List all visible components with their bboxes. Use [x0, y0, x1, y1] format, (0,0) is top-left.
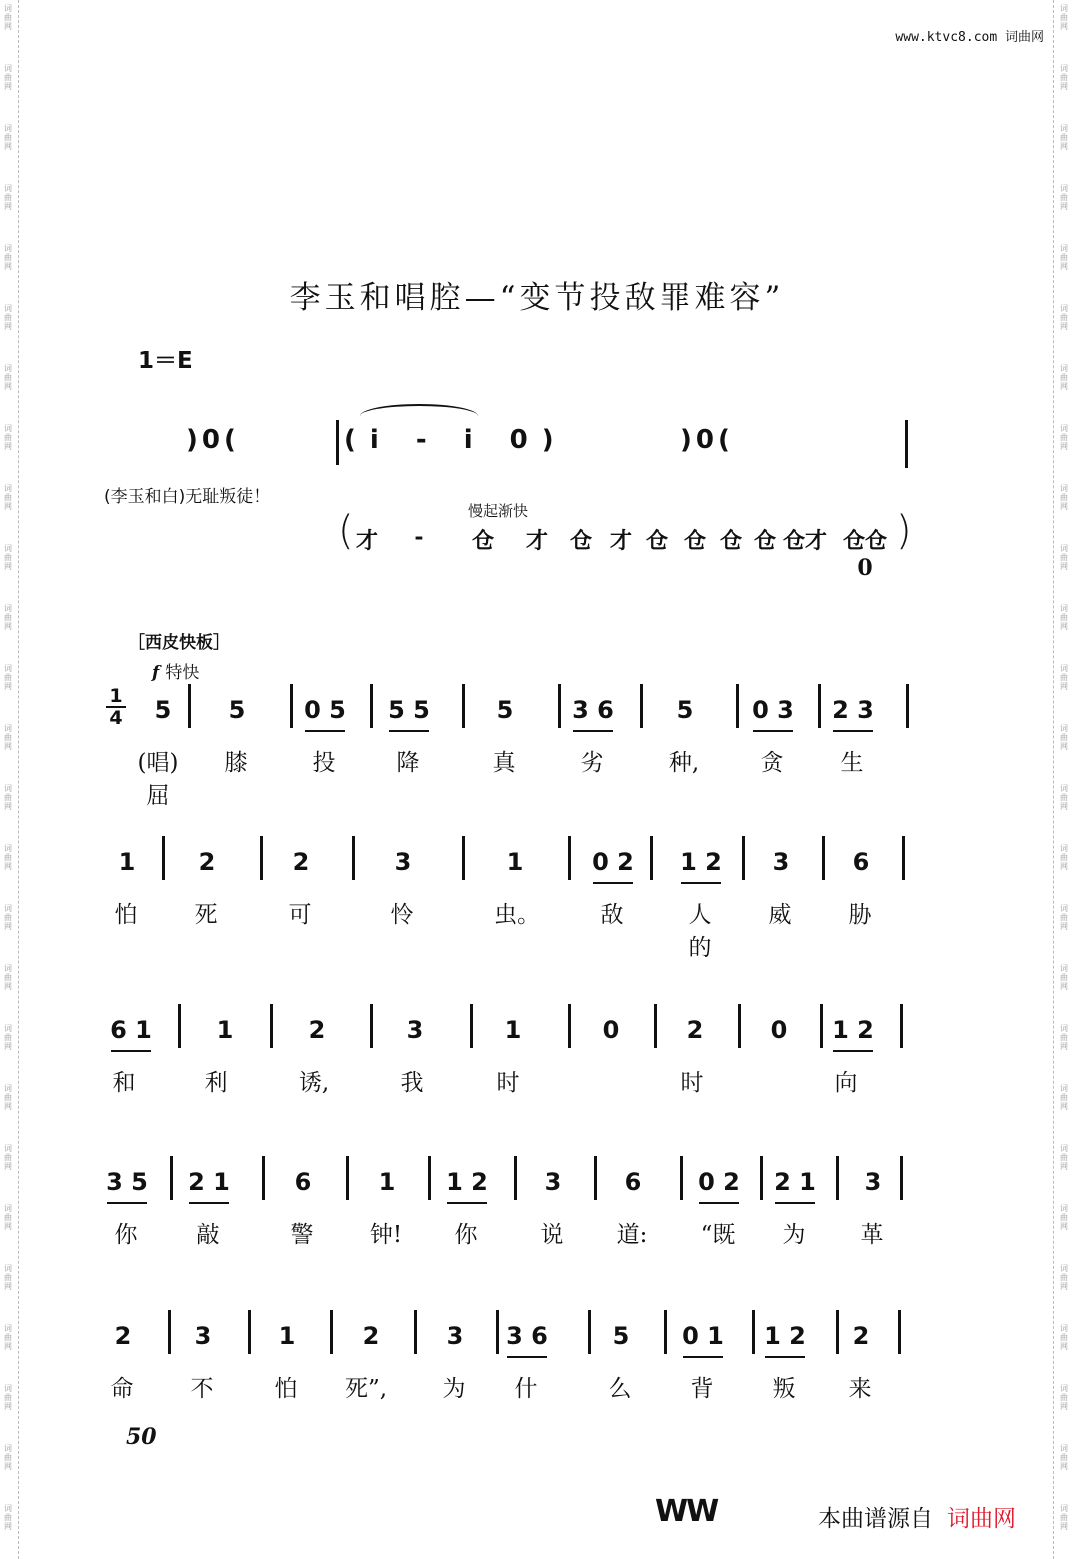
footer-www: WW: [655, 1494, 718, 1529]
watermark-text: 词 曲 网: [4, 304, 12, 331]
lyric-text: (唱)屈: [137, 750, 179, 809]
barline: [370, 1004, 373, 1048]
dynamic-mark: f: [152, 663, 160, 683]
barline: [470, 1004, 473, 1048]
barline: [290, 684, 293, 728]
lyric-text: 人的: [688, 902, 712, 961]
watermark-text: 词 曲 网: [4, 1444, 12, 1471]
score-note: 3 6: [572, 696, 614, 724]
barline: [752, 1310, 755, 1354]
watermark-text: 词 曲 网: [4, 484, 12, 511]
lyric-text: 怕: [114, 902, 138, 928]
barline: [462, 836, 465, 880]
lyric-text: 威: [768, 902, 792, 928]
barline: [370, 684, 373, 728]
barline: [330, 1310, 333, 1354]
score-note: 0 5: [304, 696, 346, 724]
score-note: 3 6: [506, 1322, 548, 1350]
percussion-mark: 仓: [569, 528, 592, 554]
score-note: 1: [378, 1168, 396, 1196]
barline: [568, 836, 571, 880]
score-note: 1 2: [764, 1322, 806, 1350]
watermark-text: 词 曲 网: [4, 1324, 12, 1351]
score-note: 6: [294, 1168, 312, 1196]
score-note: 5: [228, 696, 246, 724]
beam-underline: [389, 730, 429, 732]
lyric-text: 我: [400, 1070, 424, 1096]
barline: [820, 1004, 823, 1048]
barline: [900, 1156, 903, 1200]
lyric-text: 真: [492, 750, 516, 776]
barline: [346, 1156, 349, 1200]
tempo-note: 慢起渐快: [468, 502, 529, 520]
watermark-text: 词 曲 网: [4, 1384, 12, 1411]
beam-underline: [305, 730, 345, 732]
watermark-text: 词 曲 网: [4, 4, 12, 31]
score-note: 6 1: [110, 1016, 152, 1044]
key-signature: 1＝E: [138, 348, 193, 374]
score-note: 2: [686, 1016, 704, 1044]
beam-underline: [681, 882, 721, 884]
score-note: 5: [612, 1322, 630, 1350]
barline: [640, 684, 643, 728]
lyric-text: 诱,: [298, 1070, 330, 1096]
score-note: 1 2: [832, 1016, 874, 1044]
percussion-mark: 仓: [471, 528, 494, 554]
score-note: 5 5: [388, 696, 430, 724]
barline: [588, 1310, 591, 1354]
score-note: 3: [772, 848, 790, 876]
score-note: 0 3: [752, 696, 794, 724]
lyric-text: 劣: [580, 750, 604, 776]
lyric-text: 胁: [848, 902, 872, 928]
score-note: 3: [406, 1016, 424, 1044]
beam-underline: [107, 1202, 147, 1204]
barline: [664, 1310, 667, 1354]
barline: [162, 836, 165, 880]
lyric-text: 可: [288, 902, 312, 928]
watermark-text: 词 曲 网: [1060, 4, 1068, 31]
watermark-text: 词 曲 网: [1060, 664, 1068, 691]
watermark-text: 词 曲 网: [1060, 304, 1068, 331]
score-note: 2: [292, 848, 310, 876]
lyric-text: 为: [782, 1222, 806, 1248]
page-number: 50: [126, 1424, 157, 1450]
barline: [738, 1004, 741, 1048]
barline: [650, 836, 653, 880]
score-note: 1: [504, 1016, 522, 1044]
beam-underline: [447, 1202, 487, 1204]
barline: [496, 1310, 499, 1354]
watermark-text: 词 曲 网: [4, 1024, 12, 1051]
beam-underline: [573, 730, 613, 732]
watermark-text: 词 曲 网: [1060, 1024, 1068, 1051]
barline: [260, 836, 263, 880]
score-note: 6: [852, 848, 870, 876]
watermark-text: 词 曲 网: [1060, 1084, 1068, 1111]
score-note: 3: [864, 1168, 882, 1196]
barline: [462, 684, 465, 728]
barline: [168, 1310, 171, 1354]
score-note: 1 2: [680, 848, 722, 876]
watermark-text: 词 曲 网: [4, 904, 12, 931]
barline: [352, 836, 355, 880]
watermark-text: 词 曲 网: [1060, 604, 1068, 631]
watermark-text: 词 曲 网: [1060, 784, 1068, 811]
barline: [170, 1156, 173, 1200]
watermark-text: 词 曲 网: [4, 184, 12, 211]
barline: [336, 420, 339, 465]
lyric-text: 你: [114, 1222, 138, 1248]
barline: [760, 1156, 763, 1200]
watermark-text: 词 曲 网: [4, 364, 12, 391]
lyric-text: 虫。: [494, 902, 540, 928]
lyric-text: 死”,: [344, 1376, 388, 1402]
beam-underline: [765, 1356, 805, 1358]
score-note: 3: [544, 1168, 562, 1196]
beam-underline: [683, 1356, 723, 1358]
percussion-mark: 仓: [645, 528, 668, 554]
intro-phrase: (i - i 0): [344, 425, 568, 455]
watermark-text: 词 曲 网: [4, 724, 12, 751]
barline: [270, 1004, 273, 1048]
watermark-text: 词 曲 网: [4, 784, 12, 811]
barline: [836, 1310, 839, 1354]
lyric-text: 么: [608, 1376, 632, 1402]
watermark-text: 词 曲 网: [4, 244, 12, 271]
percussion-mark: 仓: [719, 528, 742, 554]
percussion-mark: 仓仓0: [842, 528, 887, 581]
watermark-text: 词 曲 网: [4, 844, 12, 871]
barline: [414, 1310, 417, 1354]
score-note: 5: [496, 696, 514, 724]
barline: [742, 836, 745, 880]
lyric-text: 你: [454, 1222, 478, 1248]
watermark-text: 词 曲 网: [4, 1204, 12, 1231]
percussion-mark: -: [414, 524, 424, 550]
barline: [654, 1004, 657, 1048]
beam-underline: [833, 1050, 873, 1052]
barline: [822, 836, 825, 880]
beam-underline: [111, 1050, 151, 1052]
watermark-text: 词 曲 网: [1060, 1504, 1068, 1531]
barline: [558, 684, 561, 728]
barline: [178, 1004, 181, 1048]
score-note: 0: [602, 1016, 620, 1044]
watermark-text: 词 曲 网: [4, 544, 12, 571]
tempo-text: 特快: [165, 663, 200, 683]
beam-underline: [699, 1202, 739, 1204]
barline: [902, 836, 905, 880]
watermark-text: 词 曲 网: [1060, 1324, 1068, 1351]
lyric-text: 降: [396, 750, 420, 776]
open-paren: (: [338, 508, 354, 554]
score-note: 2: [852, 1322, 870, 1350]
time-signature: [106, 686, 126, 728]
song-title: 李玉和唱腔—“变节投敌罪难容”: [289, 280, 785, 316]
watermark-text: 词 曲 网: [1060, 1264, 1068, 1291]
left-watermark-strip: [0, 0, 19, 1559]
beam-underline: [753, 730, 793, 732]
lyric-text: 说: [540, 1222, 564, 1248]
score-note: 1: [118, 848, 136, 876]
lyric-text: 向: [834, 1070, 858, 1096]
lyric-text: 死: [194, 902, 218, 928]
score-note: 0 2: [698, 1168, 740, 1196]
watermark-text: 词 曲 网: [4, 124, 12, 151]
beam-underline: [833, 730, 873, 732]
score-note: 1 2: [446, 1168, 488, 1196]
score-note: 5: [154, 696, 172, 724]
footer-site[interactable]: 词曲网: [947, 1506, 1016, 1532]
lyric-text: 投: [312, 750, 336, 776]
score-note: 2: [114, 1322, 132, 1350]
watermark-text: 词 曲 网: [1060, 1384, 1068, 1411]
barline: [514, 1156, 517, 1200]
score-note: 0: [770, 1016, 788, 1044]
score-note: 2 3: [832, 696, 874, 724]
barline: [568, 1004, 571, 1048]
watermark-text: 词 曲 网: [4, 1084, 12, 1111]
percussion-mark: 才: [609, 528, 632, 554]
watermark-text: 词 曲 网: [1060, 1144, 1068, 1171]
watermark-text: 词 曲 网: [1060, 364, 1068, 391]
score-note: 2 1: [774, 1168, 816, 1196]
score-note: 3: [446, 1322, 464, 1350]
watermark-text: 词 曲 网: [1060, 904, 1068, 931]
lyric-text: 怜: [390, 902, 414, 928]
beam-underline: [507, 1356, 547, 1358]
score-note: 2: [308, 1016, 326, 1044]
right-watermark-strip: [1053, 0, 1074, 1559]
watermark-text: 词 曲 网: [4, 604, 12, 631]
score-note: 6: [624, 1168, 642, 1196]
watermark-text: 词 曲 网: [4, 1144, 12, 1171]
beam-underline: [775, 1202, 815, 1204]
watermark-text: 词 曲 网: [1060, 424, 1068, 451]
watermark-text: 词 曲 网: [1060, 244, 1068, 271]
watermark-text: 词 曲 网: [1060, 124, 1068, 151]
barline: [680, 1156, 683, 1200]
beam-underline: [593, 882, 633, 884]
time-signature-bottom: 4: [106, 706, 126, 728]
lyric-text: 警: [290, 1222, 314, 1248]
lyric-text: 生: [840, 750, 864, 776]
lyric-text: 时: [496, 1070, 520, 1096]
score-note: 3: [194, 1322, 212, 1350]
percussion-mark: 才: [355, 528, 378, 554]
lyric-text: 利: [204, 1070, 228, 1096]
barline: [836, 1156, 839, 1200]
score-note: 2 1: [188, 1168, 230, 1196]
watermark-text: 词 曲 网: [4, 1264, 12, 1291]
lyric-text: 命: [110, 1376, 134, 1402]
lyric-text: 背: [690, 1376, 714, 1402]
watermark-text: 词 曲 网: [1060, 1444, 1068, 1471]
barline: [248, 1310, 251, 1354]
barline: [188, 684, 191, 728]
score-note: 1: [278, 1322, 296, 1350]
watermark-text: 词 曲 网: [4, 664, 12, 691]
score-note: 0 1: [682, 1322, 724, 1350]
beam-underline: [189, 1202, 229, 1204]
watermark-text: 词 曲 网: [1060, 964, 1068, 991]
watermark-text: 词 曲 网: [1060, 64, 1068, 91]
site-url[interactable]: www.ktvc8.com 词曲网: [895, 30, 1044, 45]
watermark-text: 词 曲 网: [1060, 1204, 1068, 1231]
score-note: 2: [198, 848, 216, 876]
watermark-text: 词 曲 网: [1060, 184, 1068, 211]
speaker-line: (李玉和白)无耻叛徒！: [104, 487, 271, 507]
barline: [898, 1310, 901, 1354]
percussion-mark: 仓: [753, 528, 776, 554]
score-note: 3: [394, 848, 412, 876]
time-signature-top: 1: [109, 685, 123, 707]
footer-source: 本曲谱源自: [818, 1506, 933, 1532]
section-label: ［西皮快板］: [128, 633, 230, 653]
watermark-text: 词 曲 网: [4, 64, 12, 91]
percussion-mark: 才: [525, 528, 548, 554]
tempo-marking: [152, 658, 199, 683]
score-note: 1: [216, 1016, 234, 1044]
intro-rest-left: )0(: [186, 425, 240, 455]
barline: [594, 1156, 597, 1200]
score-note: 3 5: [106, 1168, 148, 1196]
barline: [428, 1156, 431, 1200]
lyric-text: 来: [848, 1376, 872, 1402]
lyric-text: 道:: [616, 1222, 648, 1248]
percussion-mark: 仓: [683, 528, 706, 554]
barline: [262, 1156, 265, 1200]
lyric-text: 时: [680, 1070, 704, 1096]
close-paren: ): [896, 508, 912, 554]
lyric-text: 不: [190, 1376, 214, 1402]
lyric-text: 种,: [668, 750, 700, 776]
watermark-text: 词 曲 网: [1060, 544, 1068, 571]
score-note: 1: [506, 848, 524, 876]
watermark-text: 词 曲 网: [4, 424, 12, 451]
lyric-text: 叛: [772, 1376, 796, 1402]
score-note: 5: [676, 696, 694, 724]
lyric-text: 什: [514, 1376, 538, 1402]
footer-credit[interactable]: [818, 1500, 1016, 1533]
barline: [736, 684, 739, 728]
intro-rest-right: )0(: [680, 425, 734, 455]
barline: [905, 420, 908, 468]
lyric-text: 和: [112, 1070, 136, 1096]
score-note: 0 2: [592, 848, 634, 876]
lyric-text: 钟!: [369, 1222, 403, 1248]
tie: [360, 404, 478, 416]
watermark-text: 词 曲 网: [1060, 484, 1068, 511]
watermark-text: 词 曲 网: [4, 1504, 12, 1531]
watermark-text: 词 曲 网: [4, 964, 12, 991]
lyric-text: 怕: [274, 1376, 298, 1402]
barline: [906, 684, 909, 728]
lyric-text: 敲: [196, 1222, 220, 1248]
score-note: 2: [362, 1322, 380, 1350]
lyric-text: “既: [700, 1222, 736, 1248]
percussion-mark: 仓才: [782, 528, 827, 554]
watermark-text: 词 曲 网: [1060, 724, 1068, 751]
watermark-text: 词 曲 网: [1060, 844, 1068, 871]
barline: [900, 1004, 903, 1048]
lyric-text: 为: [442, 1376, 466, 1402]
lyric-text: 膝: [224, 750, 248, 776]
lyric-text: 贪: [760, 750, 784, 776]
lyric-text: 革: [860, 1222, 884, 1248]
lyric-text: 敌: [600, 902, 624, 928]
barline: [818, 684, 821, 728]
